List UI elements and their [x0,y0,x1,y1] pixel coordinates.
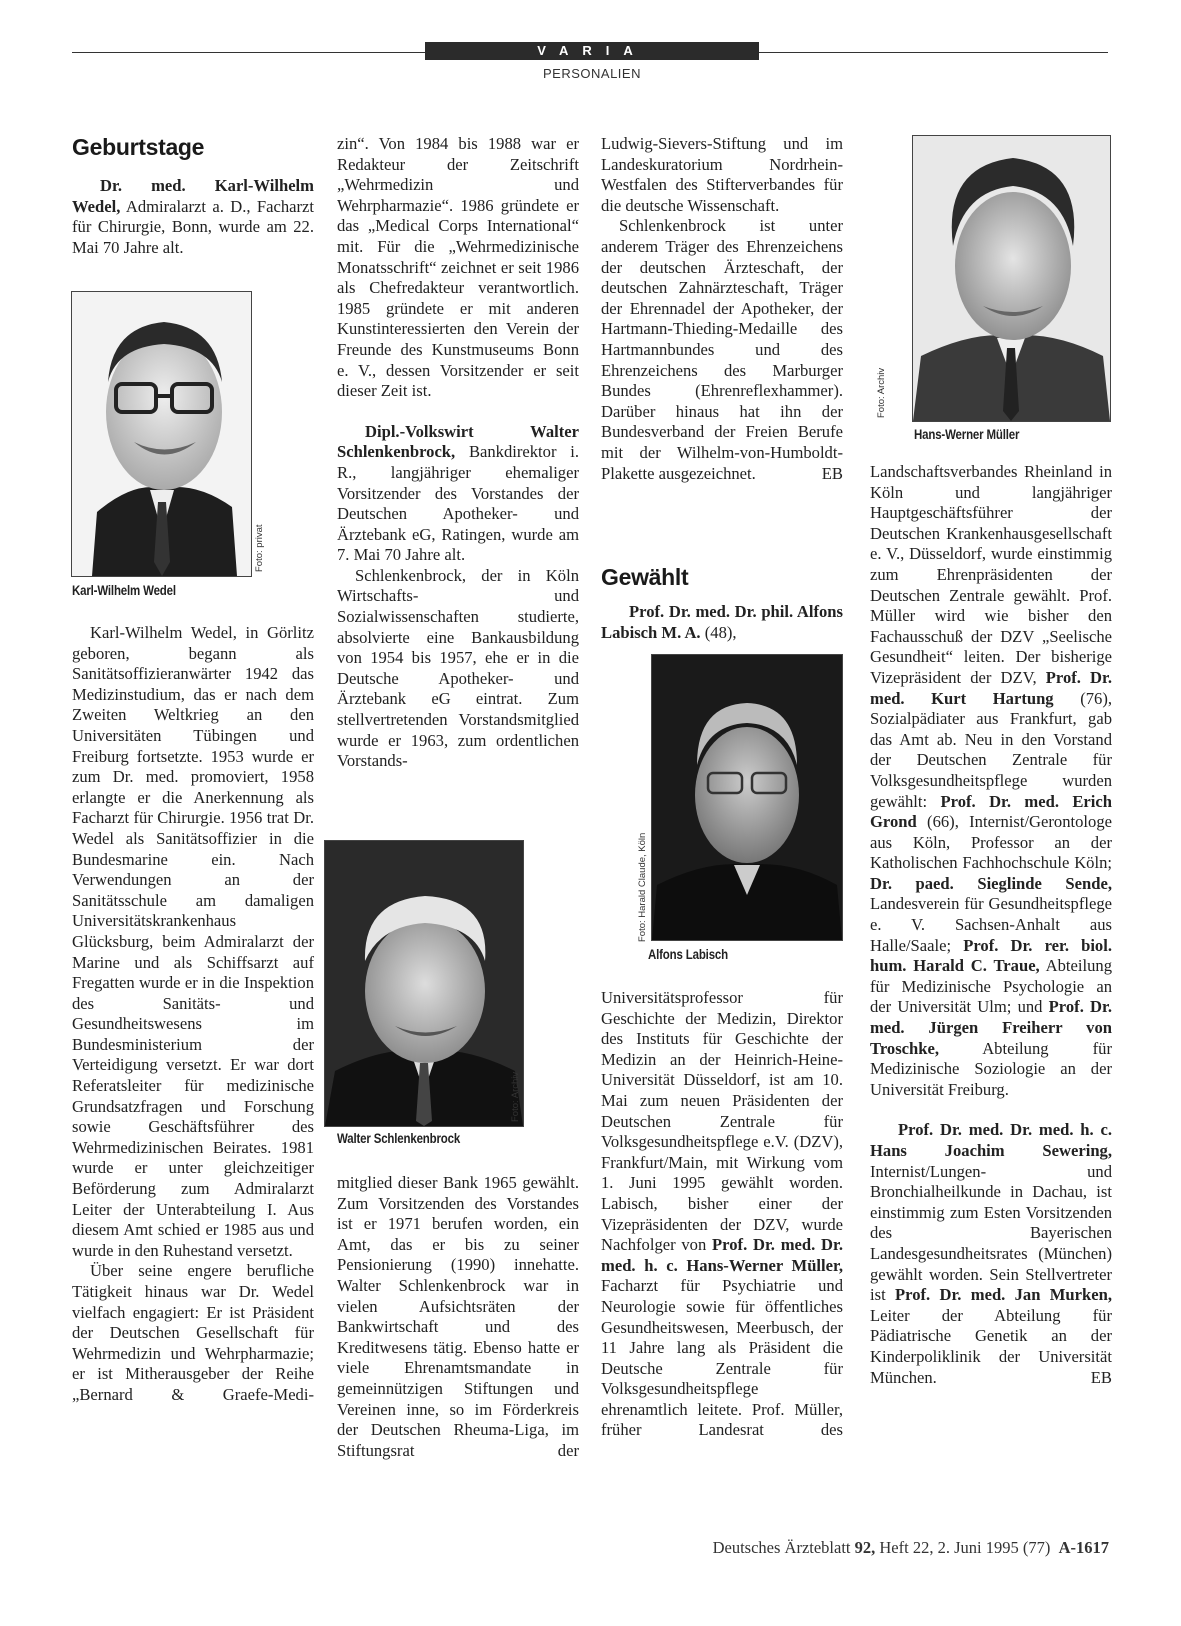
person-name: Prof. Dr. med. Erich Grond [870,791,1112,832]
photo-caption: Walter Schlenkenbrock [337,1130,461,1146]
section-title: PERSONALIEN [543,66,641,81]
person-name: Prof. Dr. med. Dr. phil. Alfons Labisch M. A. [601,602,843,642]
person-name: Prof. Dr. rer. biol. hum. Harald C. Traue, [870,935,1112,976]
photo-credit: Foto: Harald Claude, Köln [637,832,648,942]
photo-caption: Karl-Wilhelm Wedel [72,582,176,598]
person-name: Dr. paed. Sieglinde Sende, [870,873,1112,893]
portrait-photo-mueller [912,135,1111,422]
column-4-body: Landschaftsverbandes Rheinland in Köln und langjähriger Hauptgeschäftsführer der Deutschen Krankenhausgesellschaft e. V., Düsseldorf, wurde einstimmig zum Ehrenpräsidenten der Deutschen Zentrale gewählt. Prof. Müller wird wie bisher den Fachausschuß der DZV „Seelische Gesundheit“ leiten. Der bisherige Vizepräsident der DZV, Prof. Dr. med. Kurt Hartung (76), Sozialpädiater aus Frankfurt, gab das Amt ab. Neu in den Vorstand der Deutschen Zentrale für Volksgesundheitspflege wurden gewählt: Prof. Dr. med. Erich Grond (66), Internist/Gerontologe aus Köln, Professor an der Katholischen Fachhochschule Köln; Dr. paed. Sieglinde Sende, Landesverein für Gesundheitspflege e. V. Sachsen-Anhalt aus Halle/Saale; Prof. Dr. rer. biol. hum. Harald C. Traue, Abteilung für Medizinische Psychologie an der Universität Ulm; und Prof. Dr. med. Jürgen Freiherr von Troschke, Abteilung für Medizinische Soziologie an der Universität Freiburg. Prof. Dr. med. Dr. med. h. c. Hans Joachim Sewering, Internist/Lungen- und Bronchialheilkunde in Dachau, ist einstimmig zum Esten Vorsitzenden des Bayerischen Landesgesundheitsrates (München) gewählt worden. Sein Stellvertreter ist Prof. Dr. med. Jan Murken, Leiter der Abteilung für Pädiatrische Genetik an der Kinderpoliklinik der Universität München. EB [870,462,1113,1387]
column-3-body: Universitätsprofessor für Geschichte der Medizin, Direktor des Instituts für Geschichte der Medizin an der Heinrich-Heine-Universität Düsseldorf, ist am 10. Mai zum neuen Präsidenten der Deutschen Zentrale für Volksgesundheitspflege e.V. (DZV), Frankfurt/Main, mit Wirkung vom 1. Juni 1995 gewählt worden. Labisch, bisher einer der Vizepräsidenten der DZV, wurde Nachfolger von Prof. Dr. med. Dr. med. h. c. Hans-Werner Müller, Facharzt für Psychiatrie und Neurologie sowie für öffentliches Gesundheitswesen, Meerbusch, der 11 Jahre lang als Präsident die Deutsche Zentrale für Volksgesundheitspflege ehrenamtlich leitete. Prof. Müller, früher Landesrat des [601,988,843,1440]
portrait-photo-schlenkenbrock [324,840,524,1127]
person-name: Dr. med. Karl-Wilhelm Wedel, [72,176,314,216]
column-3-intro: Prof. Dr. med. Dr. phil. Alfons Labisch M. A. (48), [601,602,843,642]
photo-caption: Hans-Werner Müller [914,426,1020,442]
heading-elected: Gewählt [601,564,689,590]
section-band: VARIA [425,42,759,60]
photo-credit: Foto: Archiv [876,367,887,418]
author-signature: EB [821,463,843,483]
page-number: A-1617 [1058,1538,1109,1557]
person-name: Prof. Dr. med. Jan Murken, [895,1285,1112,1305]
person-name: Prof. Dr. med. Kurt Hartung [870,667,1113,708]
heading-birthdays: Geburtstage [72,134,205,160]
person-name: Prof. Dr. med. Dr. med. h. c. Hans-Werner Müller, [601,1235,843,1275]
portrait-photo-wedel [71,291,252,577]
column-3-top: Ludwig-Sievers-Stiftung und im Landeskuratorium Nordrhein-Westfalen des Stifterverbandes für die deutsche Wissenschaft. Schlenkenbrock ist unter anderem Träger des Ehrenzeichens der deutschen Ärzteschaft, der deutschen Zahnärzteschaft, Träger der Ehrennadel der Apotheker, der Hartmann-Thieding-Medaille des Hartmannbundes und des Ehrenzeichens des Marburger Bundes (Ehrenreflexhammer). Darüber hinaus hat ihn der Bundesverband der Freien Berufe mit der Wilhelm-von-Humboldt-Plakette ausgezeichnet. EB [601,134,843,483]
portrait-photo-labisch [651,654,843,941]
person-name: Prof. Dr. med. Jürgen Freiherr von Troschke, [870,997,1113,1058]
column-2-top: zin“. Von 1984 bis 1988 war er Redakteur der Zeitschrift „Wehrmedizin und Wehrpharmazie“. 1986 gründete er das „Medical Corps International“ mit. Für die „Wehrmedizinische Monatsschrift“ zeichnet er seit 1986 als Chefredakteur verantwortlich. 1985 gründete er mit anderen Kunstinteressierten den Verein der Freunde des Kunstmuseums Bonn e. V., dessen Vorsitzender er seit dieser Zeit ist. Dipl.-Volkswirt Walter Schlenkenbrock, Bankdirektor i. R., langjähriger ehemaliger Vorsitzender des Vorstandes der Deutschen Apotheker- und Ärztebank eG, Ratingen, wurde am 7. Mai 70 Jahre alt. Schlenkenbrock, der in Köln Wirtschafts- und Sozialwissenschaften studierte, absolvierte eine Bankausbildung von 1954 bis 1957, ehe er in die Deutsche Apotheker- und Ärztebank eG eintrat. Zum stellvertretenden Vorstandsmitglied wurde er 1963, zum ordentlichen Vorstands- [337,134,579,771]
journal-name: Deutsches Ärzteblatt [712,1538,851,1557]
photo-caption: Alfons Labisch [648,946,728,962]
photo-credit: Foto: Archiv [510,1071,521,1122]
volume-number: 92, [854,1538,876,1557]
author-signature: EB [1090,1367,1112,1387]
person-name: Dipl.-Volkswirt Walter Schlenkenbrock, [337,421,579,462]
column-1-intro: Dr. med. Karl-Wilhelm Wedel, Admiralarzt a. D., Facharzt für Chirurgie, Bonn, wurde am 22. Mai 70 Jahre alt. [72,176,315,257]
photo-credit: Foto: privat [254,524,265,572]
column-2-bottom: mitglied dieser Bank 1965 gewählt. Zum Vorsitzenden des Vorstandes ist er 1971 berufen worden, ein Amt, das er bis zu seiner Pensionierung (1990) innehatte. Walter Schlenkenbrock war in vielen Aufsichtsräten der Bankwirtschaft und des Kreditwesens tätig. Ebenso hatte er viele Ehrenamtsmandate in gemeinnützigen Stiftungen und Vereinen inne, so im Förderkreis der Deutschen Rheuma-Liga, im Stiftungsrat der [337,1173,579,1460]
page-footer [713,1538,1109,1558]
column-1-body: Karl-Wilhelm Wedel, in Görlitz geboren, begann als Sanitätsoffizieranwärter 1942 das Medizinstudium, das er nach dem Zweiten Weltkrieg an den Universitäten Tübingen und Freiburg fortsetzte. 1953 wurde er zum Dr. med. promoviert, 1958 erlangte er die Anerkennung als Facharzt für Chirurgie. 1956 trat Dr. Wedel als Sanitätsoffizier in die Bundesmarine ein. Nach Verwendungen an der Sanitätsschule am damaligen Universitätskrankenhaus Glücksburg, beim Admiralarzt der Marine und als Schiffsarzt auf Fregatten wurde er in die Inspektion des Sanitäts- und Gesundheitswesens im Bundesministerium der Verteidigung versetzt. Er war dort Referatsleiter für medizinische Grundsatzfragen und Forschung sowie Geschäftsführer des Wehrmedizinischen Beirates. 1981 wurde er unter gleichzeitiger Beförderung zum Admiralarzt Leiter der Unterabteilung I. Aus diesem Amt schied er 1985 aus und wurde in den Ruhestand versetzt. Über seine engere berufliche Tätigkeit hinaus war Dr. Wedel vielfach engagiert: Er ist Präsident der Deutschen Gesellschaft für Wehrmedizin und Wehrpharmazie; er ist Mitherausgeber der Reihe „Bernard & Graefe-Medi- [72,623,314,1404]
issue-info: Heft 22, 2. Juni 1995 (77) [879,1538,1051,1557]
person-name: Prof. Dr. med. Dr. med. h. c. Hans Joachim Sewering, [870,1120,1112,1160]
